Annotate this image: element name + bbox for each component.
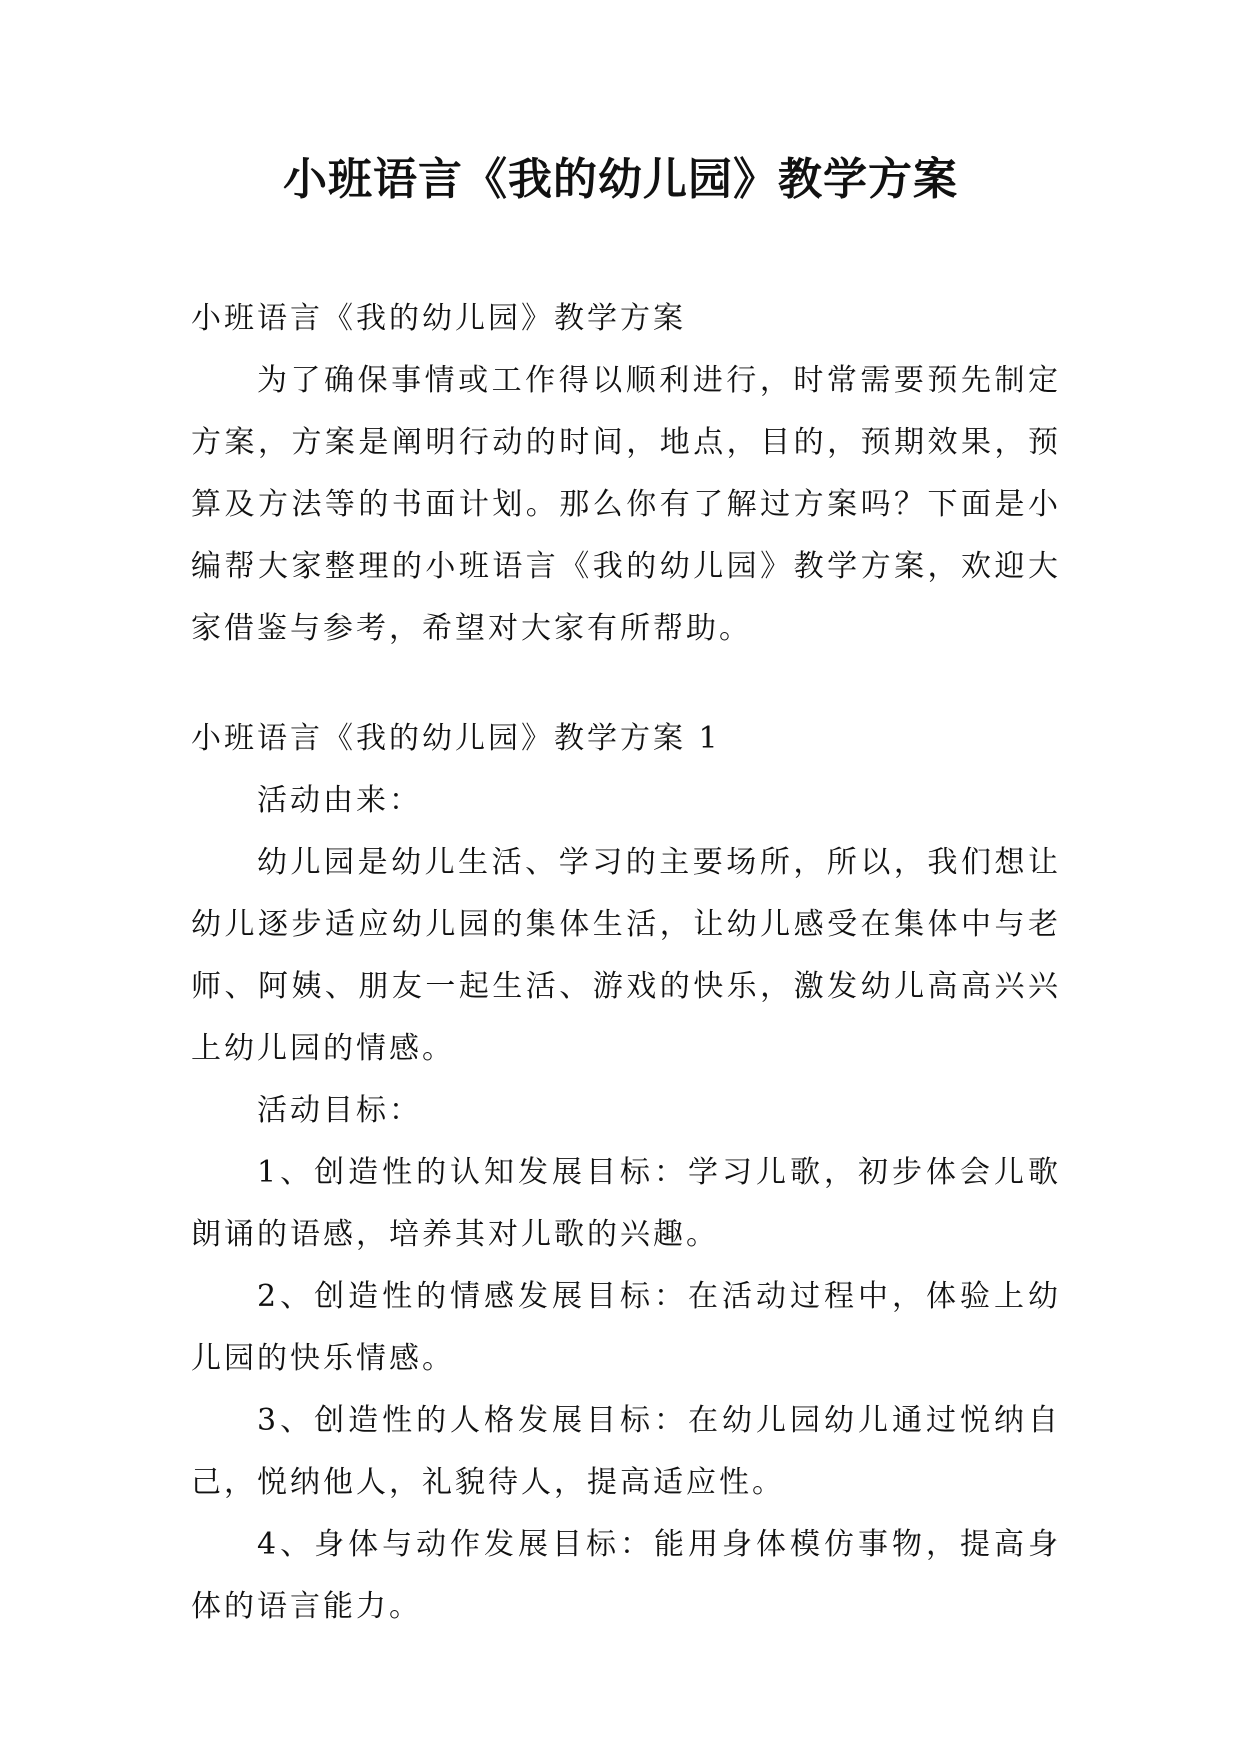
goal-item: 1、创造性的认知发展目标：学习儿歌，初步体会儿歌朗诵的语感，培养其对儿歌的兴趣。 xyxy=(191,1155,1061,1252)
origin-paragraph: 幼儿园是幼儿生活、学习的主要场所，所以，我们想让幼儿逐步适应幼儿园的集体生活，让幼儿感受在集体中与老师、阿姨、朋友一起生活、游戏的快乐，激发幼儿高高兴兴上幼儿园的情感。 xyxy=(191,845,1061,1066)
origin-label: 活动由来： xyxy=(257,783,422,818)
document-title: 小班语言《我的幼儿园》教学方案 xyxy=(283,154,958,205)
goal-item: 2、创造性的情感发展目标：在活动过程中，体验上幼儿园的快乐情感。 xyxy=(191,1279,1061,1376)
goal-item: 3、创造性的人格发展目标：在幼儿园幼儿通过悦纳自己，悦纳他人，礼貌待人，提高适应性。 xyxy=(191,1403,1061,1500)
document-subtitle: 小班语言《我的幼儿园》教学方案 xyxy=(191,301,686,336)
document-body xyxy=(191,288,1061,1638)
intro-paragraph: 为了确保事情或工作得以顺利进行，时常需要预先制定方案，方案是阐明行动的时间，地点，目的，预期效果，预算及方法等的书面计划。那么你有了解过方案吗？下面是小编帮大家整理的小班语言《我的幼儿园》教学方案，欢迎大家借鉴与参考，希望对大家有所帮助。 xyxy=(191,363,1061,646)
goal-item: 4、身体与动作发展目标：能用身体模仿事物，提高身体的语言能力。 xyxy=(191,1527,1061,1624)
goals-label: 活动目标： xyxy=(257,1093,422,1128)
section-heading: 小班语言《我的幼儿园》教学方案 1 xyxy=(191,721,721,756)
